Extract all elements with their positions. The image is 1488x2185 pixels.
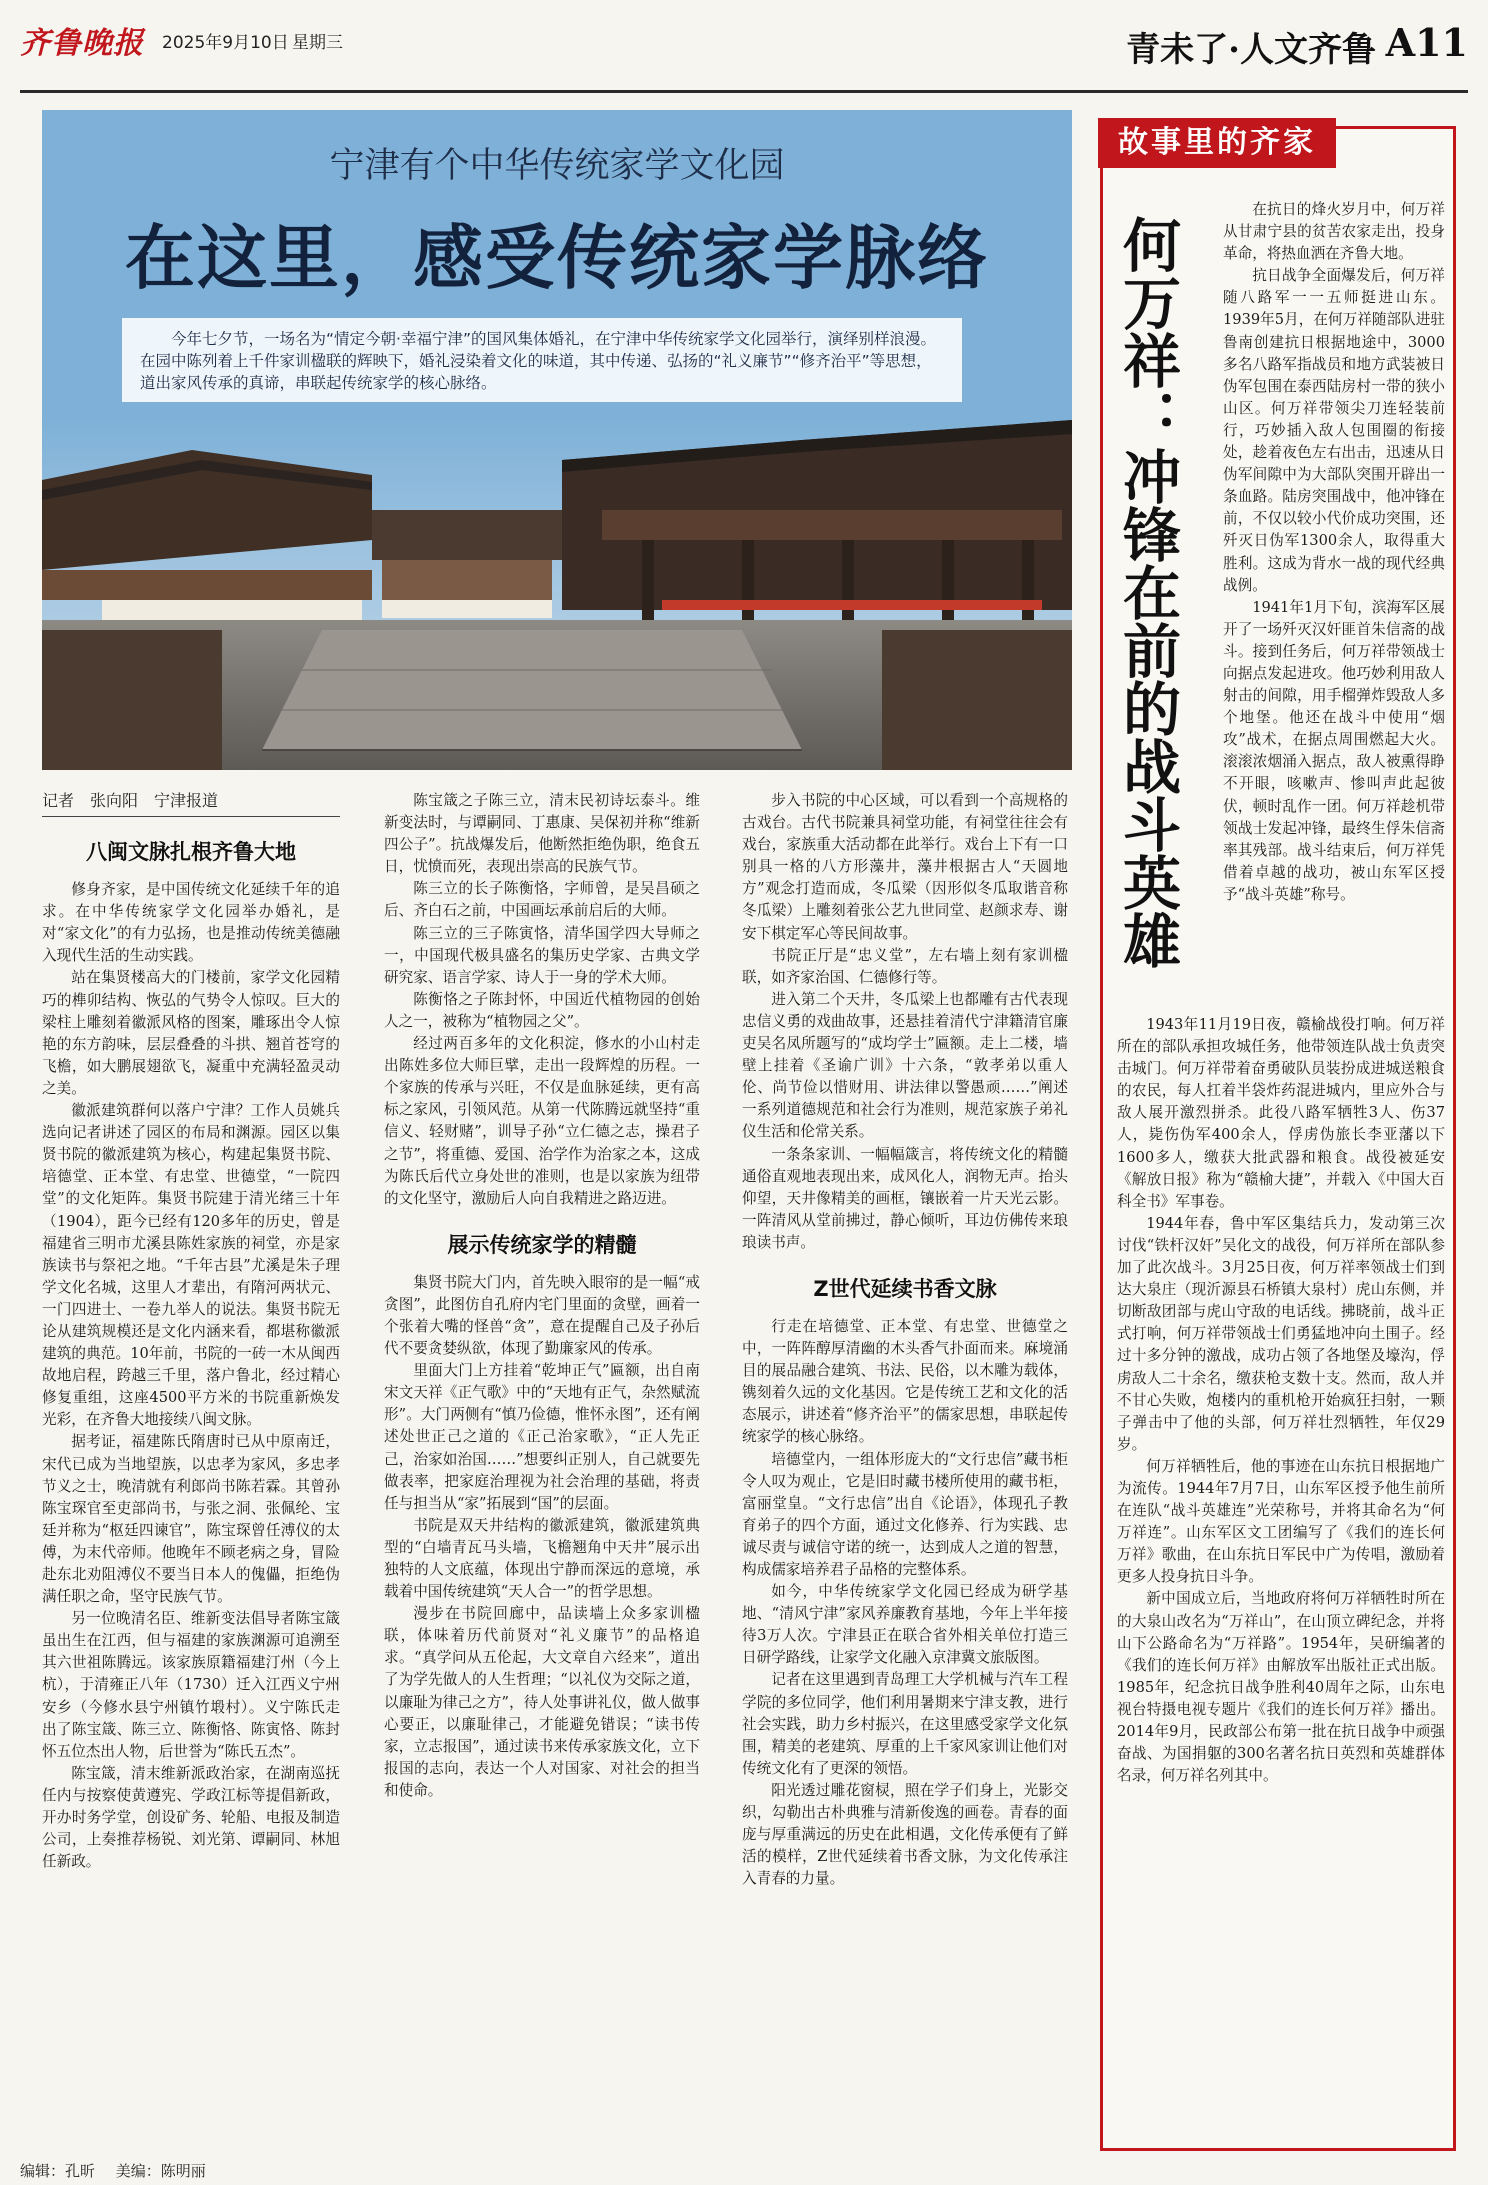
article-paragraph: 经过两百多年的文化积淀，修水的小山村走出陈姓多位大师巨擘，走出一段辉煌的历程。一个家族的传承与兴旺，不仅是血脉延续，更有高标之家风，引领风范。从第一代陈腾远就坚持“重信义、轻财赌”，训导子孙“立仁德之志，操君子之节”，将重德、爱国、治学作为治家之本，这成为陈氏后代立身处世的准则，也是以家族为纽带的文化坚守，激励后人向自我精进之路迈进。: [384, 1035, 700, 1207]
issue-date: 2025年9月10日: [162, 33, 289, 53]
designer-credit: 美编：陈明丽: [115, 2162, 206, 2180]
sidebar-paragraph: 1943年11月19日夜，赣榆战役打响。何万祥所在的部队承担攻城任务，他带领连队战士负责突击城门。何万祥带着奋勇破队员装扮成进城送粮食的农民，每人扛着半袋炸药混进城内，里应外合与敌人展开激烈拼杀。此役八路军牺牲3人、伤37人，毙伤伪军400余人，俘虏伪旅长李亚藩以下1600多人，缴获大批武器和粮食。战役被延安《解放日报》称为“赣榆大捷”，并载入《中国大百科全书》军事卷。: [1117, 1016, 1445, 1210]
article-byline: 记者 张向阳 宁津报道: [42, 790, 340, 817]
article-column-1: [42, 790, 340, 2135]
sidebar-story: [1100, 126, 1456, 2151]
sidebar-paragraph: 1944年春，鲁中军区集结兵力，发动第三次讨伐“铁杆汉奸”吴化文的战役，何万祥所在部队参加了此次战斗。3月25日夜，何万祥率领战士们到达大泉庄（现沂源县石桥镇大泉村）虎山东侧，并切断敌团部与虎山守敌的电话线。拂晓前，战斗正式打响，何万祥带领战士们勇猛地冲向土围子。经过十多分钟的激战，成功占领了各地堡及壕沟，俘虏敌人二十余名，缴获枪支数十支。然而，敌人并不甘心失败，炮楼内的重机枪开始疯狂扫射，一颗子弹击中了他的头部，何万祥壮烈牺牲，年仅29岁。: [1117, 1214, 1445, 1453]
article-paragraph: 站在集贤楼高大的门楼前，家学文化园精巧的榫卯结构、恢弘的气势令人惊叹。巨大的梁柱上雕刻着徽派风格的图案，雕琢出令人惊艳的东方韵味，层层叠叠的斗拱、翘首苍穹的飞檐，如大鹏展翅欲飞，凝重中充满轻盈灵动之美。: [42, 969, 340, 1097]
article-paragraph: 培德堂内，一组体形庞大的“文行忠信”藏书柜令人叹为观止，它是旧时藏书楼所使用的藏书柜，富丽堂皇。“文行忠信”出自《论语》，体现孔子教育弟子的四个方面，通过文化修养、行为实践、忠诚尽责与诚信守诺的统一，达到成人之道的智慧，构成儒家培养君子品格的完整体系。: [742, 1450, 1068, 1578]
sidebar-paragraph: 新中国成立后，当地政府将何万祥牺牲时所在的大泉山改名为“万祥山”，在山顶立碑纪念，并将山下公路命名为“万祥路”。1954年，吴研编著的《我们的连长何万祥》由解放军出版社正式出版。1985年，纪念抗日战争胜利40周年之际，山东电视台特摄电视专题片《我们的连长何万祥》播出。2014年9月，民政部公布第一批在抗日战争中顽强奋战、为国捐躯的300名著名抗日英烈和英雄群体名录，何万祥名列其中。: [1117, 1590, 1445, 1785]
sidebar-paragraph: 1941年1月下旬，滨海军区展开了一场歼灭汉奸匪首朱信斋的战斗。接到任务后，何万祥带领战士向据点发起进攻。他巧妙利用敌人射击的间隙，用手榴弹炸毁敌人多个地堡。他还在战斗中使用“烟攻”战术，在据点周围燃起大火。滚滚浓烟涌入据点，敌人被熏得睁不开眼，咳嗽声、惨叫声此起彼伏，顿时乱作一团。何万祥趁机带领战士发起冲锋，最终生俘朱信斋率其残部。战斗结束后，何万祥凭借着卓越的战功，被山东军区授予“战斗英雄”称号。: [1223, 598, 1445, 903]
article-paragraph: 进入第二个天井，冬瓜梁上也都雕有古代表现忠信义勇的戏曲故事，还悬挂着清代宁津籍清官廉吏吴名凤所题写的“成均学士”匾额。走上二楼，墙壁上挂着《圣谕广训》十六条，“敦孝弟以重人伦、尚节俭以惜财用、讲法律以警愚顽……”阐述一系列道德规范和社会行为准则，规范家族子弟礼仪生活和伦常关系。: [742, 990, 1068, 1141]
section-heading-2: 展示传统家学的精髓: [447, 1232, 637, 1257]
article-paragraph: 陈衡恪之子陈封怀，中国近代植物园的创始人之一，被称为“植物园之父”。: [384, 990, 700, 1030]
masthead-rule: [20, 90, 1468, 93]
section-heading-1: 八闽文脉扎根齐鲁大地: [86, 840, 296, 865]
section-heading-3: Z世代延续书香文脉: [813, 1276, 997, 1301]
page-number: A11: [1385, 20, 1468, 65]
article-paragraph: 书院正厅是“忠义堂”，左右墙上刻有家训楹联，如齐家治国、仁德修行等。: [742, 946, 1068, 986]
article-paragraph: 陈三立的长子陈衡恪，字师曾，是吴昌硕之后、齐白石之前，中国画坛承前启后的大师。: [384, 880, 700, 920]
sidebar-badge: 故事里的齐家: [1098, 118, 1336, 168]
lead-kicker: 宁津有个中华传统家学文化园: [329, 146, 785, 186]
sidebar-text-lower: [1117, 1014, 1445, 2144]
newspaper-logo: 齐鲁晚报: [20, 26, 144, 61]
lead-intro-box: [122, 318, 962, 402]
article-paragraph: 如今，中华传统家学文化园已经成为研学基地、“清风宁津”家风养廉教育基地，今年上半年接待3万人次。宁津县正在联合省外相关单位打造三日研学路线，让家学文化融入京津冀文旅版图。: [742, 1583, 1068, 1667]
lead-intro: 今年七夕节，一场名为“情定今朝·幸福宁津”的国风集体婚礼，在宁津中华传统家学文化园举行，演绎别样浪漫。在园中陈列着上千件家训楹联的辉映下，婚礼浸染着文化的味道，其中传递、弘扬的“礼义廉节”“修齐治平”等思想，道出家风传承的真谛，串联起传统家学的核心脉络。: [140, 330, 936, 392]
article-paragraph: 集贤书院大门内，首先映入眼帘的是一幅“戒贪图”，此图仿自孔府内宅门里面的贪壁，画着一个张着大嘴的怪兽“贪”，意在提醒自己及子孙后代不要贪婪纵欲，体现了勤廉家风的传承。: [384, 1273, 700, 1358]
editor-credit: 编辑：孔昕: [20, 2162, 96, 2180]
article-column-2: [384, 790, 700, 2135]
article-paragraph: 阳光透过雕花窗棂，照在学子们身上，光影交织，勾勒出古朴典雅与清新俊逸的画卷。青春的面庞与厚重满远的历史在此相遇，文化传承便有了鲜活的模样，Z世代延续着书香文脉，为文化传承注入青春的力量。: [742, 1781, 1068, 1888]
article-paragraph: 记者在这里遇到青岛理工大学机械与汽车工程学院的多位同学，他们利用暑期来宁津支教，进行社会实践，助力乡村振兴，在这里感受家学文化氛围，精美的老建筑、厚重的上千家风家训让他们对传统文化有了更深的领悟。: [742, 1671, 1068, 1777]
article-paragraph: 一条条家训、一幅幅箴言，将传统文化的精髓通俗直观地表现出来，成风化人，润物无声。抬头仰望，天井像精美的画框，镶嵌着一片天光云影。一阵清风从堂前拂过，静心倾听，耳边仿佛传来琅琅读书声。: [742, 1145, 1068, 1251]
sidebar-paragraph: 何万祥牺牲后，他的事迹在山东抗日根据地广为流传。1944年7月7日，山东军区授予他生前所在连队“战斗英雄连”光荣称号，并将其命名为“何万祥连”。山东军区文工团编写了《我们的连长何万祥》歌曲，在山东抗日军民中广为传唱，激励着更多人投身抗日斗争。: [1117, 1457, 1445, 1586]
lead-panel: [42, 110, 1072, 770]
page-footer: [20, 2160, 222, 2181]
sidebar-paragraph: 在抗日的烽火岁月中，何万祥从甘肃宁县的贫苦农家走出，投身革命，将热血洒在齐鲁大地。: [1223, 201, 1445, 263]
article-paragraph: 步入书院的中心区域，可以看到一个高规格的古戏台。古代书院兼具祠堂功能，有祠堂往往会有戏台，家族重大活动都在此举行。戏台上下有一口别具一格的八方形藻井，藻井根据古人“天圆地方”观念打造而成，冬瓜梁（因形似冬瓜取谐音称冬瓜梁）上雕刻着张公艺九世同堂、赵颜求寿、谢安下棋定军心等民间故事。: [742, 792, 1068, 942]
masthead: [20, 18, 1468, 78]
sidebar-title: 何万祥：冲锋在前的战斗英雄: [1113, 215, 1181, 969]
courtyard-photo: [42, 420, 1072, 770]
sidebar-text-upper: [1223, 199, 1445, 1014]
article-paragraph: 据考证，福建陈氏隋唐时已从中原南迁，宋代已成为当地望族，以忠孝为家风，多忠孝节义之士，晚清就有利郎尚书陈若霖。其曾孙陈宝琛官至吏部尚书，与张之洞、张佩纶、宝廷并称为“枢廷四谏官”，陈宝琛曾任溥仪的太傅，为末代帝师。他晚年不顾老病之身，冒险赴东北劝阻溥仪不要当日本人的傀儡，拒绝伪满任职之命，坚守民族气节。: [42, 1433, 340, 1606]
article-paragraph: 里面大门上方挂着“乾坤正气”匾额，出自南宋文天祥《正气歌》中的“天地有正气，杂然赋流形”。大门两侧有“慎乃俭德，惟怀永图”，还有阐述处世正己之道的《正己治家歌》，“正人先正己，治家如治国……”想要纠正别人，自己就要先做表率，把家庭治理视为社会治理的基础，将责任与担当从“家”拓展到“国”的层面。: [384, 1362, 700, 1512]
article-paragraph: 陈宝箴，清末维新派政治家，在湖南巡抚任内与按察使黄遵宪、学政江标等提倡新政，开办时务学堂，创设矿务、轮船、电报及制造公司，上奏推荐杨锐、刘光第、谭嗣同、林旭任新政。: [42, 1764, 340, 1871]
article-paragraph: 行走在培德堂、正本堂、有忠堂、世德堂之中，一阵阵醇厚清幽的木头香气扑面而来。麻境涌目的展品融合建筑、书法、民俗，以木雕为载体，镌刻着久远的文化基因。它是传统工艺和文化的活态展示，讲述着“修齐治平”的儒家思想，串联起传统家学的核心脉络。: [742, 1317, 1068, 1446]
article-column-3: [742, 790, 1068, 2135]
article-paragraph: 徽派建筑群何以落户宁津？工作人员姚兵选向记者讲述了园区的布局和渊源。园区以集贤书院的徽派建筑为核心，构建起集贤书院、培德堂、正本堂、有忠堂、世德堂，“一院四堂”的文化矩阵。集贤书院建于清光绪三十年（1904），距今已经有120多年的历史，曾是福建省三明市尤溪县陈姓家族的祠堂，亦是家族读书与祭祀之地。“千年古县”尤溪是朱子理学文化名城，这里人才辈出，有隋河两状元、一门四进士、一卷九举人的说法。集贤书院无论从建筑规模还是文化内涵来看，都堪称徽派建筑的典范。10年前，书院的一砖一木从闽西故地启程，跨越三千里，落户鲁北，经过精心修复重组，这座4500平方米的书院重新焕发光彩，在齐鲁大地接续八闽文脉。: [42, 1102, 340, 1429]
article-paragraph: 陈宝箴之子陈三立，清末民初诗坛泰斗。维新变法时，与谭嗣同、丁惠康、吴保初并称“维新四公子”。抗战爆发后，他断然拒绝伪职，绝食五日，忧愤而死，表现出崇高的民族气节。: [384, 792, 700, 876]
issue-weekday: 星期三: [292, 33, 343, 53]
article-paragraph: 书院是双天井结构的徽派建筑，徽派建筑典型的“白墙青瓦马头墙，飞檐翘角中天井”展示出独特的人文底蕴，体现出宁静而深远的意境，承载着中国传统建筑“天人合一”的哲学思想。: [384, 1516, 700, 1601]
article-paragraph: 另一位晚清名臣、维新变法倡导者陈宝箴虽出生在江西，但与福建的家族渊源可追溯至其六世祖陈腾远。该家族原籍福建汀州（今上杭），于清雍正八年（1730）迁入江西义宁州安乡（今修水县宁州镇竹塅村）。义宁陈氏走出了陈宝箴、陈三立、陈衡恪、陈寅恪、陈封怀五位杰出人物，后世誉为“陈氏五杰”。: [42, 1610, 340, 1760]
article-paragraph: 漫步在书院回廊中，品读墙上众多家训楹联，体味着历代前贤对“礼义廉节”的品格追求。“真学问从五伦起，大文章自六经来”，道出了为学先做人的人生哲理；“以礼仪为交际之道，以廉耻为律己之方”，待人处事讲礼仪，做人做事心要正，以廉耻律己，才能避免错误；“读书传家，立志报国”，通过读书来传承家族文化，立下报国的志向，表达一个人对国家、对社会的担当和使命。: [384, 1605, 700, 1799]
lead-title: 在这里，感受传统家学脉络: [125, 216, 989, 299]
article-paragraph: 陈三立的三子陈寅恪，清华国学四大导师之一，中国现代极具盛名的集历史学家、古典文学研究家、语言学家、诗人于一身的学术大师。: [384, 924, 700, 986]
section-name: 青未了·人文齐鲁: [1126, 30, 1376, 70]
sidebar-paragraph: 抗日战争全面爆发后，何万祥随八路军一一五师挺进山东。1939年5月，在何万祥随部队进驻鲁南创建抗日根据地途中，3000多名八路军指战员和地方武装被日伪军包围在泰西陆房村一带的狭小山区。何万祥带领尖刀连轻装前行，巧妙插入敌人包围圈的衔接处，趁着夜色左右出击，迅速从日伪军间隙中为大部队突围开辟出一条血路。陆房突围战中，他冲锋在前，不仅以较小代价成功突围，还歼灭日伪军1300余人，取得重大胜利。这成为背水一战的现代经典战例。: [1223, 267, 1445, 594]
article-paragraph: 修身齐家，是中国传统文化延续千年的追求。在中华传统家学文化园举办婚礼，是对“家文化”的有力弘扬，也是推动传统美德融入现代生活的生动实践。: [42, 881, 340, 965]
